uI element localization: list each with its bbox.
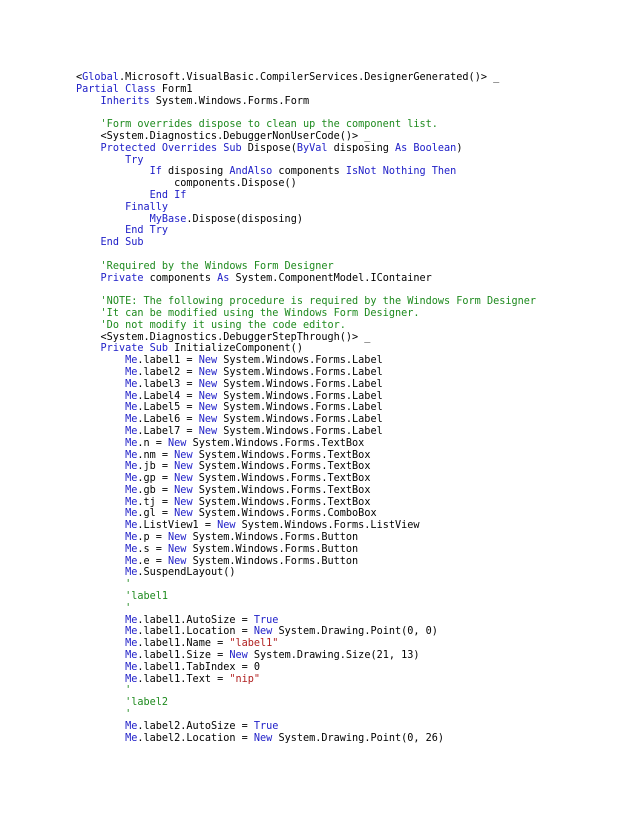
code-line [76, 96, 536, 108]
code-line [76, 650, 536, 662]
code-token [76, 579, 125, 590]
code-line [76, 367, 536, 379]
keyword-token: New [253, 626, 273, 638]
code-token: .gl = [137, 508, 175, 520]
code-token: .tj = [137, 496, 175, 508]
keyword-token: New [229, 650, 248, 662]
code-line [76, 273, 536, 285]
code-line [76, 72, 536, 84]
keyword-token: Partial Class [76, 83, 156, 95]
comment-token: ' [125, 685, 132, 697]
code-token: System.Windows.Forms.TextBox [192, 496, 371, 508]
keyword-token: Me [125, 543, 138, 555]
keyword-token: New [168, 532, 187, 544]
code-line [76, 261, 536, 273]
code-token [76, 520, 125, 531]
code-token [76, 461, 125, 472]
code-token: System.Windows.Forms.Button [186, 555, 359, 567]
keyword-token: Me [125, 720, 138, 732]
code-token: System.Windows.Forms.Button [186, 543, 359, 555]
code-token [76, 626, 125, 637]
code-token [76, 485, 125, 496]
code-line [76, 332, 536, 344]
code-line [76, 308, 536, 320]
code-token: .label1.Name = [137, 638, 230, 650]
code-line [76, 556, 536, 568]
code-line [76, 155, 536, 167]
code-token: components.Dispose() [76, 178, 297, 190]
keyword-token: Global [82, 72, 119, 83]
keyword-token: Me [125, 484, 138, 496]
code-token: .Label5 = [137, 402, 199, 414]
code-line [76, 520, 536, 532]
code-line [76, 178, 536, 190]
code-token: System.Drawing.Point(0, 0) [272, 626, 438, 638]
keyword-token: Me [125, 355, 138, 367]
code-token [76, 202, 125, 213]
comment-token: ' [125, 602, 132, 614]
code-token [76, 544, 125, 555]
code-line [76, 166, 536, 178]
code-token [76, 709, 125, 720]
keyword-token: Me [125, 673, 138, 685]
keyword-token: Finally [125, 201, 169, 213]
keyword-token: Private [100, 272, 144, 284]
code-token: .label1.Text = [137, 673, 230, 685]
code-token [76, 355, 125, 366]
code-token: .label2.AutoSize = [137, 720, 254, 732]
keyword-token: Me [125, 461, 138, 473]
keyword-token: Me [125, 650, 138, 662]
code-token: System.Windows.Forms.Label [217, 366, 383, 378]
code-line [76, 249, 536, 261]
keyword-token: New [174, 496, 193, 508]
code-line [76, 485, 536, 497]
code-token [76, 497, 125, 508]
code-line [76, 697, 536, 709]
code-line [76, 450, 536, 462]
keyword-token: Protected Overrides Sub [100, 142, 242, 154]
code-token: System.Windows.Forms.ListView [235, 520, 420, 532]
code-line [76, 84, 536, 96]
code-token: .Label6 = [137, 414, 199, 426]
keyword-token: Me [125, 732, 138, 744]
keyword-token: End Sub [100, 237, 144, 249]
keyword-token: IsNot Nothing Then [345, 166, 457, 178]
code-line [76, 626, 536, 638]
code-token: System.Windows.Forms.TextBox [192, 484, 371, 496]
code-token: components [272, 166, 346, 178]
keyword-token: ByVal [296, 142, 328, 154]
code-token: .e = [137, 555, 169, 567]
code-token [76, 721, 125, 732]
code-token [76, 733, 125, 744]
code-token: System.Drawing.Point(0, 26) [272, 732, 445, 744]
code-line [76, 473, 536, 485]
code-token: .p = [137, 532, 169, 544]
code-line [76, 402, 536, 414]
keyword-token: New [174, 508, 193, 520]
code-token: .label3 = [137, 378, 199, 390]
code-token [76, 603, 125, 614]
code-line [76, 355, 536, 367]
code-token: .gb = [137, 484, 175, 496]
keyword-token: New [217, 520, 236, 532]
code-token: System.Windows.Forms.Label [217, 402, 383, 414]
code-line [76, 237, 536, 249]
code-token [76, 662, 125, 673]
code-token: Form1 [155, 83, 193, 95]
code-token [76, 320, 101, 331]
code-token: .nm = [137, 449, 175, 461]
keyword-token: New [168, 437, 187, 449]
code-line [76, 202, 536, 214]
code-token [76, 379, 125, 390]
code-line [76, 379, 536, 391]
code-token: System.Windows.Forms.TextBox [192, 473, 371, 485]
code-token: .label2 = [137, 366, 199, 378]
code-token [76, 296, 101, 307]
code-token [76, 508, 125, 519]
code-token: System.Windows.Forms.TextBox [192, 449, 371, 461]
code-token: System.Windows.Forms.Label [217, 414, 383, 426]
keyword-token: Me [125, 555, 138, 567]
code-token: .label2.Location = [137, 732, 254, 744]
code-token [76, 96, 101, 107]
code-token: System.Windows.Forms.Label [217, 390, 383, 402]
keyword-token: True [253, 614, 279, 626]
comment-token: 'label1 [125, 591, 169, 603]
code-token [76, 237, 101, 248]
keyword-token: As [217, 272, 230, 284]
code-token [76, 402, 125, 413]
keyword-token: Me [125, 567, 138, 579]
code-token [76, 674, 125, 685]
comment-token: 'It can be modified using the Windows Form Designer. [100, 307, 420, 319]
code-line [76, 461, 536, 473]
keyword-token: New [198, 378, 218, 390]
keyword-token: New [198, 414, 218, 426]
code-line [76, 721, 536, 733]
code-token: System.Windows.Forms.TextBox [192, 461, 371, 473]
code-token [76, 391, 125, 402]
code-token: .gp = [137, 473, 175, 485]
code-token: ) [456, 142, 463, 154]
code-token: System.Windows.Forms.Button [186, 532, 359, 544]
code-line [76, 426, 536, 438]
comment-token: 'Form overrides dispose to clean up the component list. [100, 119, 438, 131]
code-token [76, 591, 125, 602]
keyword-token: End If [149, 189, 187, 201]
code-token: System.Windows.Forms.Label [217, 355, 383, 367]
keyword-token: New [198, 425, 218, 437]
code-line [76, 296, 536, 308]
keyword-token: New [174, 461, 193, 473]
code-token [76, 367, 125, 378]
code-line [76, 567, 536, 579]
keyword-token: Me [125, 496, 138, 508]
keyword-token: New [174, 484, 193, 496]
code-token: .jb = [137, 461, 175, 473]
code-token [76, 532, 125, 543]
code-token: disposing [327, 142, 395, 154]
keyword-token: Me [125, 661, 138, 673]
keyword-token: As Boolean [394, 142, 457, 154]
code-token [76, 343, 101, 354]
code-line [76, 615, 536, 627]
code-token [76, 273, 101, 284]
code-token [76, 438, 125, 449]
code-token: System.ComponentModel.IContainer [229, 272, 432, 284]
code-line [76, 497, 536, 509]
keyword-token: New [198, 390, 218, 402]
code-token [76, 556, 125, 567]
code-line [76, 414, 536, 426]
code-line [76, 214, 536, 226]
keyword-token: MyBase [149, 213, 187, 225]
keyword-token: Private Sub [100, 343, 169, 355]
keyword-token: True [253, 720, 279, 732]
code-line [76, 343, 536, 355]
keyword-token: Me [125, 508, 138, 520]
keyword-token: Me [125, 449, 138, 461]
code-line [76, 709, 536, 721]
code-token: .n = [137, 437, 169, 449]
keyword-token: If [149, 166, 162, 178]
code-line [76, 225, 536, 237]
code-token: .Microsoft.VisualBasic.CompilerServices.DesignerGenerated()> _ [118, 72, 500, 83]
code-token: disposing [161, 166, 230, 178]
code-line [76, 143, 536, 155]
keyword-token: Me [125, 378, 138, 390]
keyword-token: New [168, 543, 187, 555]
keyword-token: Me [125, 638, 138, 650]
code-token: .Dispose(disposing) [186, 213, 303, 225]
keyword-token: Inherits [100, 95, 150, 107]
code-token: System.Drawing.Size(21, 13) [247, 650, 420, 662]
code-token: < [76, 72, 83, 83]
code-line [76, 190, 536, 202]
code-token: System.Windows.Forms.TextBox [186, 437, 365, 449]
code-token: .label1.Location = [137, 626, 254, 638]
code-token [76, 685, 125, 696]
code-line [76, 119, 536, 131]
code-line [76, 508, 536, 520]
keyword-token: End Try [125, 225, 169, 237]
keyword-token: New [253, 732, 273, 744]
keyword-token: Me [125, 473, 138, 485]
keyword-token: Me [125, 614, 138, 626]
code-token [76, 414, 125, 425]
code-token [76, 450, 125, 461]
code-line [76, 733, 536, 745]
string-token: "nip" [229, 673, 261, 685]
comment-token: 'Do not modify it using the code editor. [100, 319, 346, 331]
code-token: System.Windows.Forms.Label [217, 425, 383, 437]
keyword-token: New [174, 473, 193, 485]
code-token [76, 426, 125, 437]
code-block [76, 72, 536, 744]
code-token: .label1.TabIndex = 0 [137, 661, 261, 673]
code-token [76, 615, 125, 626]
keyword-token: Me [125, 390, 138, 402]
code-token [76, 225, 125, 236]
comment-token: ' [125, 579, 132, 591]
code-token: System.Windows.Forms.Form [149, 95, 310, 107]
code-token: .Label7 = [137, 425, 199, 437]
comment-token: 'NOTE: The following procedure is required by the Windows Form Designer [100, 296, 537, 308]
code-line [76, 685, 536, 697]
code-token: <System.Diagnostics.DebuggerNonUserCode()> _ [76, 130, 371, 142]
comment-token: 'label2 [125, 697, 169, 709]
code-token: InitializeComponent() [168, 343, 303, 355]
code-token [76, 567, 125, 578]
code-token [76, 308, 101, 319]
keyword-token: Me [125, 626, 138, 638]
code-token [76, 650, 125, 661]
keyword-token: Me [125, 437, 138, 449]
keyword-token: New [174, 449, 193, 461]
keyword-token: Me [125, 520, 138, 532]
keyword-token: Me [125, 366, 138, 378]
keyword-token: New [168, 555, 187, 567]
code-line [76, 662, 536, 674]
code-token [76, 261, 101, 272]
code-token: System.Windows.Forms.ComboBox [192, 508, 377, 520]
code-line [76, 438, 536, 450]
code-token [76, 155, 125, 166]
code-line [76, 284, 536, 296]
comment-token: ' [125, 709, 132, 721]
keyword-token: Me [125, 532, 138, 544]
keyword-token: New [198, 355, 218, 367]
code-token: .Label4 = [137, 390, 199, 402]
code-token [76, 143, 101, 154]
code-line [76, 544, 536, 556]
code-token [76, 214, 150, 225]
code-line [76, 591, 536, 603]
code-line [76, 131, 536, 143]
code-line [76, 638, 536, 650]
code-token [76, 638, 125, 649]
code-token: components [143, 272, 218, 284]
comment-token: 'Required by the Windows Form Designer [100, 260, 334, 272]
code-token: .label1 = [137, 355, 199, 367]
code-token: .label1.AutoSize = [137, 614, 254, 626]
code-token: Dispose( [241, 142, 297, 154]
code-line [76, 579, 536, 591]
keyword-token: Me [125, 402, 138, 414]
keyword-token: New [198, 402, 218, 414]
code-token: .ListView1 = [137, 520, 218, 532]
keyword-token: Me [125, 414, 138, 426]
string-token: "label1" [229, 638, 279, 650]
code-token: <System.Diagnostics.DebuggerStepThrough()> _ [76, 331, 371, 343]
keyword-token: Try [125, 154, 144, 166]
code-line [76, 603, 536, 615]
code-token: System.Windows.Forms.Label [217, 378, 383, 390]
code-token [76, 119, 101, 130]
code-token: .label1.Size = [137, 650, 230, 662]
code-token: .s = [137, 543, 169, 555]
code-token: .SuspendLayout() [137, 567, 236, 579]
keyword-token: AndAlso [229, 166, 273, 178]
code-line [76, 532, 536, 544]
code-token [76, 190, 150, 201]
code-token [76, 166, 150, 177]
code-line [76, 391, 536, 403]
code-line [76, 320, 536, 332]
keyword-token: Me [125, 425, 138, 437]
code-token [76, 473, 125, 484]
code-line [76, 674, 536, 686]
keyword-token: New [198, 366, 218, 378]
code-token [76, 697, 125, 708]
code-line [76, 107, 536, 119]
